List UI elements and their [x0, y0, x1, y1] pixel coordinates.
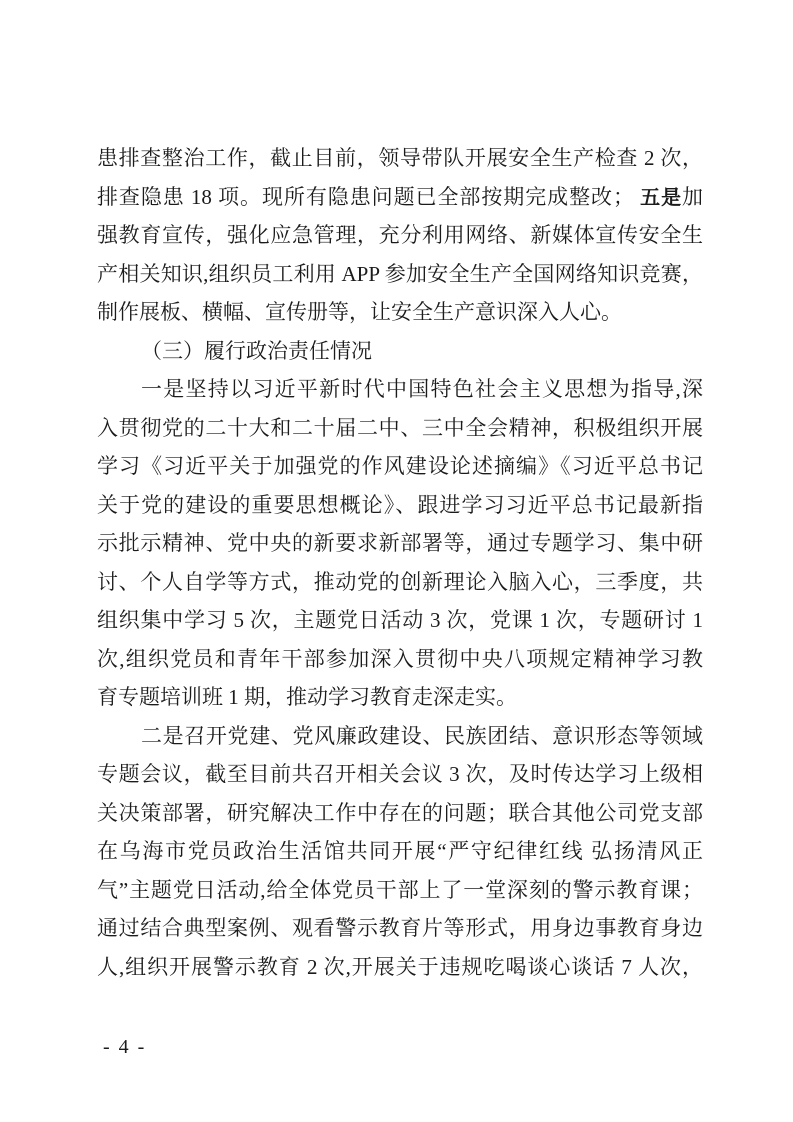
text-line: 专题会议，截至目前共召开相关会议 3 次，及时传达学习上级相: [97, 762, 703, 786]
text-line: 组织集中学习 5 次，主题党日活动 3 次，党课 1 次，专题研讨 1: [97, 608, 703, 632]
text-line: 通过结合典型案例、观看警示教育片等形式，用身边事教育身边: [97, 916, 703, 940]
text-line: 强教育宣传，强化应急管理，充分利用网络、新媒体宣传安全生: [97, 223, 703, 247]
text-line: 关于党的建设的重要思想概论》、跟进学习习近平总书记最新指: [97, 492, 703, 517]
text-line: 关决策部署，研究解决工作中存在的问题；联合其他公司党支部: [97, 800, 703, 825]
text-line: 一是坚持以习近平新时代中国特色社会主义思想为指导,深: [141, 377, 703, 401]
text-line: 制作展板、横幅、宣传册等，让安全生产意识深入人心。: [97, 300, 622, 324]
emphasis-text: 五是: [640, 186, 683, 209]
text-line: [97, 178, 703, 217]
text-line: 二是召开党建、党风廉政建设、民族团结、意识形态等领域: [141, 723, 703, 748]
text-line: 入贯彻党的二十大和二十届二中、三中全会精神，积极组织开展: [97, 415, 703, 440]
text-line: 气”主题党日活动,给全体党员干部上了一堂深刻的警示教育课；: [97, 877, 703, 902]
text-line: 人,组织开展警示教育 2 次,开展关于违规吃喝谈心谈话 7 人次，: [97, 954, 703, 979]
section-heading: （三）履行政治责任情况: [141, 338, 372, 363]
text-segment: 加: [682, 184, 703, 209]
text-line: 示批示精神、党中央的新要求新部署等，通过专题学习、集中研: [97, 531, 703, 555]
text-line: 在乌海市党员政治生活馆共同开展“严守纪律红线 弘扬清风正: [97, 839, 703, 863]
text-line: 次,组织党员和青年干部参加深入贯彻中央八项规定精神学习教: [97, 646, 703, 671]
page-number: - 4 -: [103, 1036, 147, 1058]
text-segment: 排查隐患 18 项。现所有隐患问题已全部按期完成整改；: [97, 184, 641, 209]
text-line: 学习《习近平关于加强党的作风建设论述摘编》《习近平总书记: [97, 454, 703, 478]
text-line: 育专题培训班 1 期，推动学习教育走深走实。: [97, 685, 517, 709]
text-line: 患排查整治工作，截止目前，领导带队开展安全生产检查 2 次，: [97, 146, 703, 170]
document-body: [97, 139, 703, 986]
text-line: 产相关知识,组织员工利用 APP 参加安全生产全国网络知识竞赛，: [97, 261, 703, 286]
text-line: 讨、个人自学等方式，推动党的创新理论入脑入心，三季度，共: [97, 569, 703, 594]
